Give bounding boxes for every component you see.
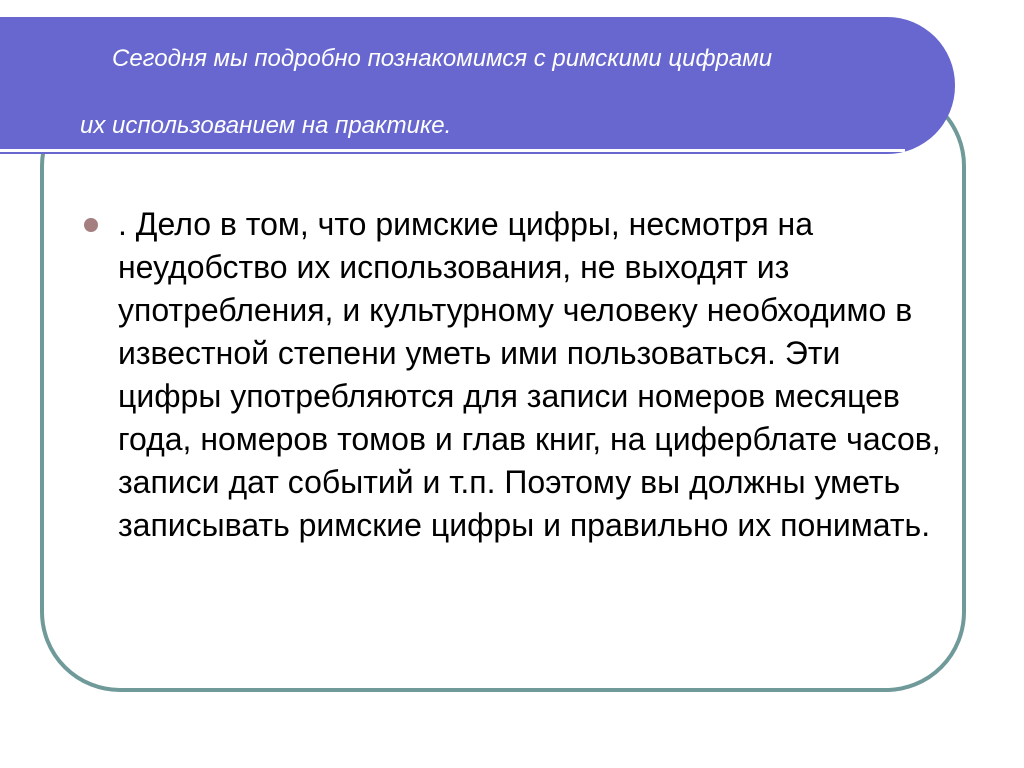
slide-title-line-1: Сегодня мы подробно познакомимся с римскими цифрами (112, 45, 773, 72)
body-paragraph: . Дело в том, что римские цифры, несмотря на неудобство их использования, не выходят из употребления, и культурному человеку необходимо в известной степени уметь ими пользоваться. Эти цифры употребляются для записи номеров месяцев года, номеров томов и глав книг, на циферблате часов, записи дат событий и т.п. Поэтому вы должны уметь записывать римские цифры и правильно их понимать. (118, 206, 941, 543)
title-underline (0, 149, 905, 152)
bullet-dot-icon (84, 218, 98, 232)
title-banner (0, 17, 955, 154)
slide-title-line-2: их использованием на практике. (80, 112, 452, 139)
